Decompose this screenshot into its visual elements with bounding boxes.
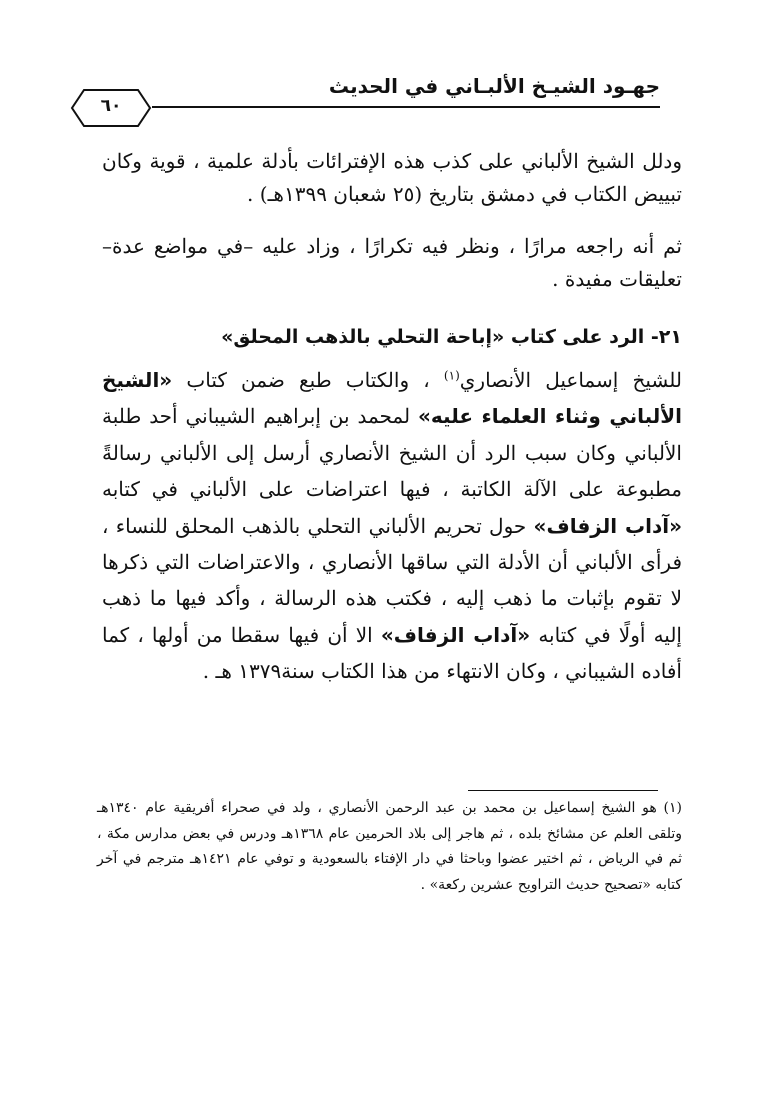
paragraph-3-text-5: الا أن فيها سقطا من أولها ، كما أفاده الشيباني ، وكان الانتهاء من هذا الكتاب سنة١٣٧٩ هـ . [102,622,682,684]
page-header [70,66,660,118]
running-title: جهـود الشيـخ الألبـاني في الحديث [328,74,660,98]
paragraph-3-text-4: حول تحريم الألباني التحلي بالذهب المحلق للنساء ، فرأى الألباني أن الأدلة التي ساقها الأنصاري ، والاعتراضات التي ذكرها لا تقوم بإثبات ما ذهب إليه ، فكتب هذه الرسالة ، وأكد فيها ما ذهب إليه أولًا في كتابه [102,513,682,647]
paragraph-3 [102,362,682,690]
book-title-bold-3: «آداب الزفاف» [380,622,531,647]
paragraph-3-text-1: للشيخ إسماعيل الأنصاري [459,368,682,392]
header-rule [152,106,660,108]
book-title-bold-2: «آداب الزفاف» [533,513,682,538]
book-title-bold-1: «الشيخ الألباني وثناء العلماء عليه» [102,368,683,429]
footnote-divider [468,790,658,791]
page-number: ٦٠ [100,96,122,116]
footnote: (١) هو الشيخ إسماعيل بن محمد بن عبد الرحمن الأنصاري ، ولد في صحراء أفريقية عام ١٣٤٠هـ وتلقى العلم عن مشائخ بلده ، ثم هاجر إلى بلاد الحرمين عام ١٣٦٨هـ ودرس في بعض مدارس مكة ، ثم في الرياض ، ثم اختير عضوا وباحثا في دار الإفتاء بالسعودية و توفي عام ١٤٢١هـ مترجم في آخر كتابه «تصحيح حديث التراويح عشرين ركعة» . [97,800,683,893]
paragraph-1: ودلل الشيخ الألباني على كذب هذه الإفترائات بأدلة علمية ، قوية وكان تبييض الكتاب في دمشق بتاريخ (٢٥ شعبان ١٣٩٩هـ) . [102,149,682,206]
paragraph-3-text-2: ، والكتاب طبع ضمن كتاب [172,368,444,392]
paragraph-2: ثم أنه راجعه مرارًا ، ونظر فيه تكرارًا ، وزاد عليه –في مواضع عدة– تعليقات مفيدة . [102,234,682,291]
footnote-reference: (١) [443,368,460,383]
page-number-frame [70,88,152,128]
section-heading: ٢١- الرد على كتاب «إباحة التحلي بالذهب المحلق» [221,326,682,348]
paragraph-3-text-3: لمحمد بن إبراهيم الشيباني أحد طلبة الألباني وكان سبب الرد أن الشيخ الأنصاري أرسل إلى الألباني رسالةً مطبوعة على الآلة الكاتبة ، فيها اعتراضات على الألباني في كتابه [102,404,682,502]
